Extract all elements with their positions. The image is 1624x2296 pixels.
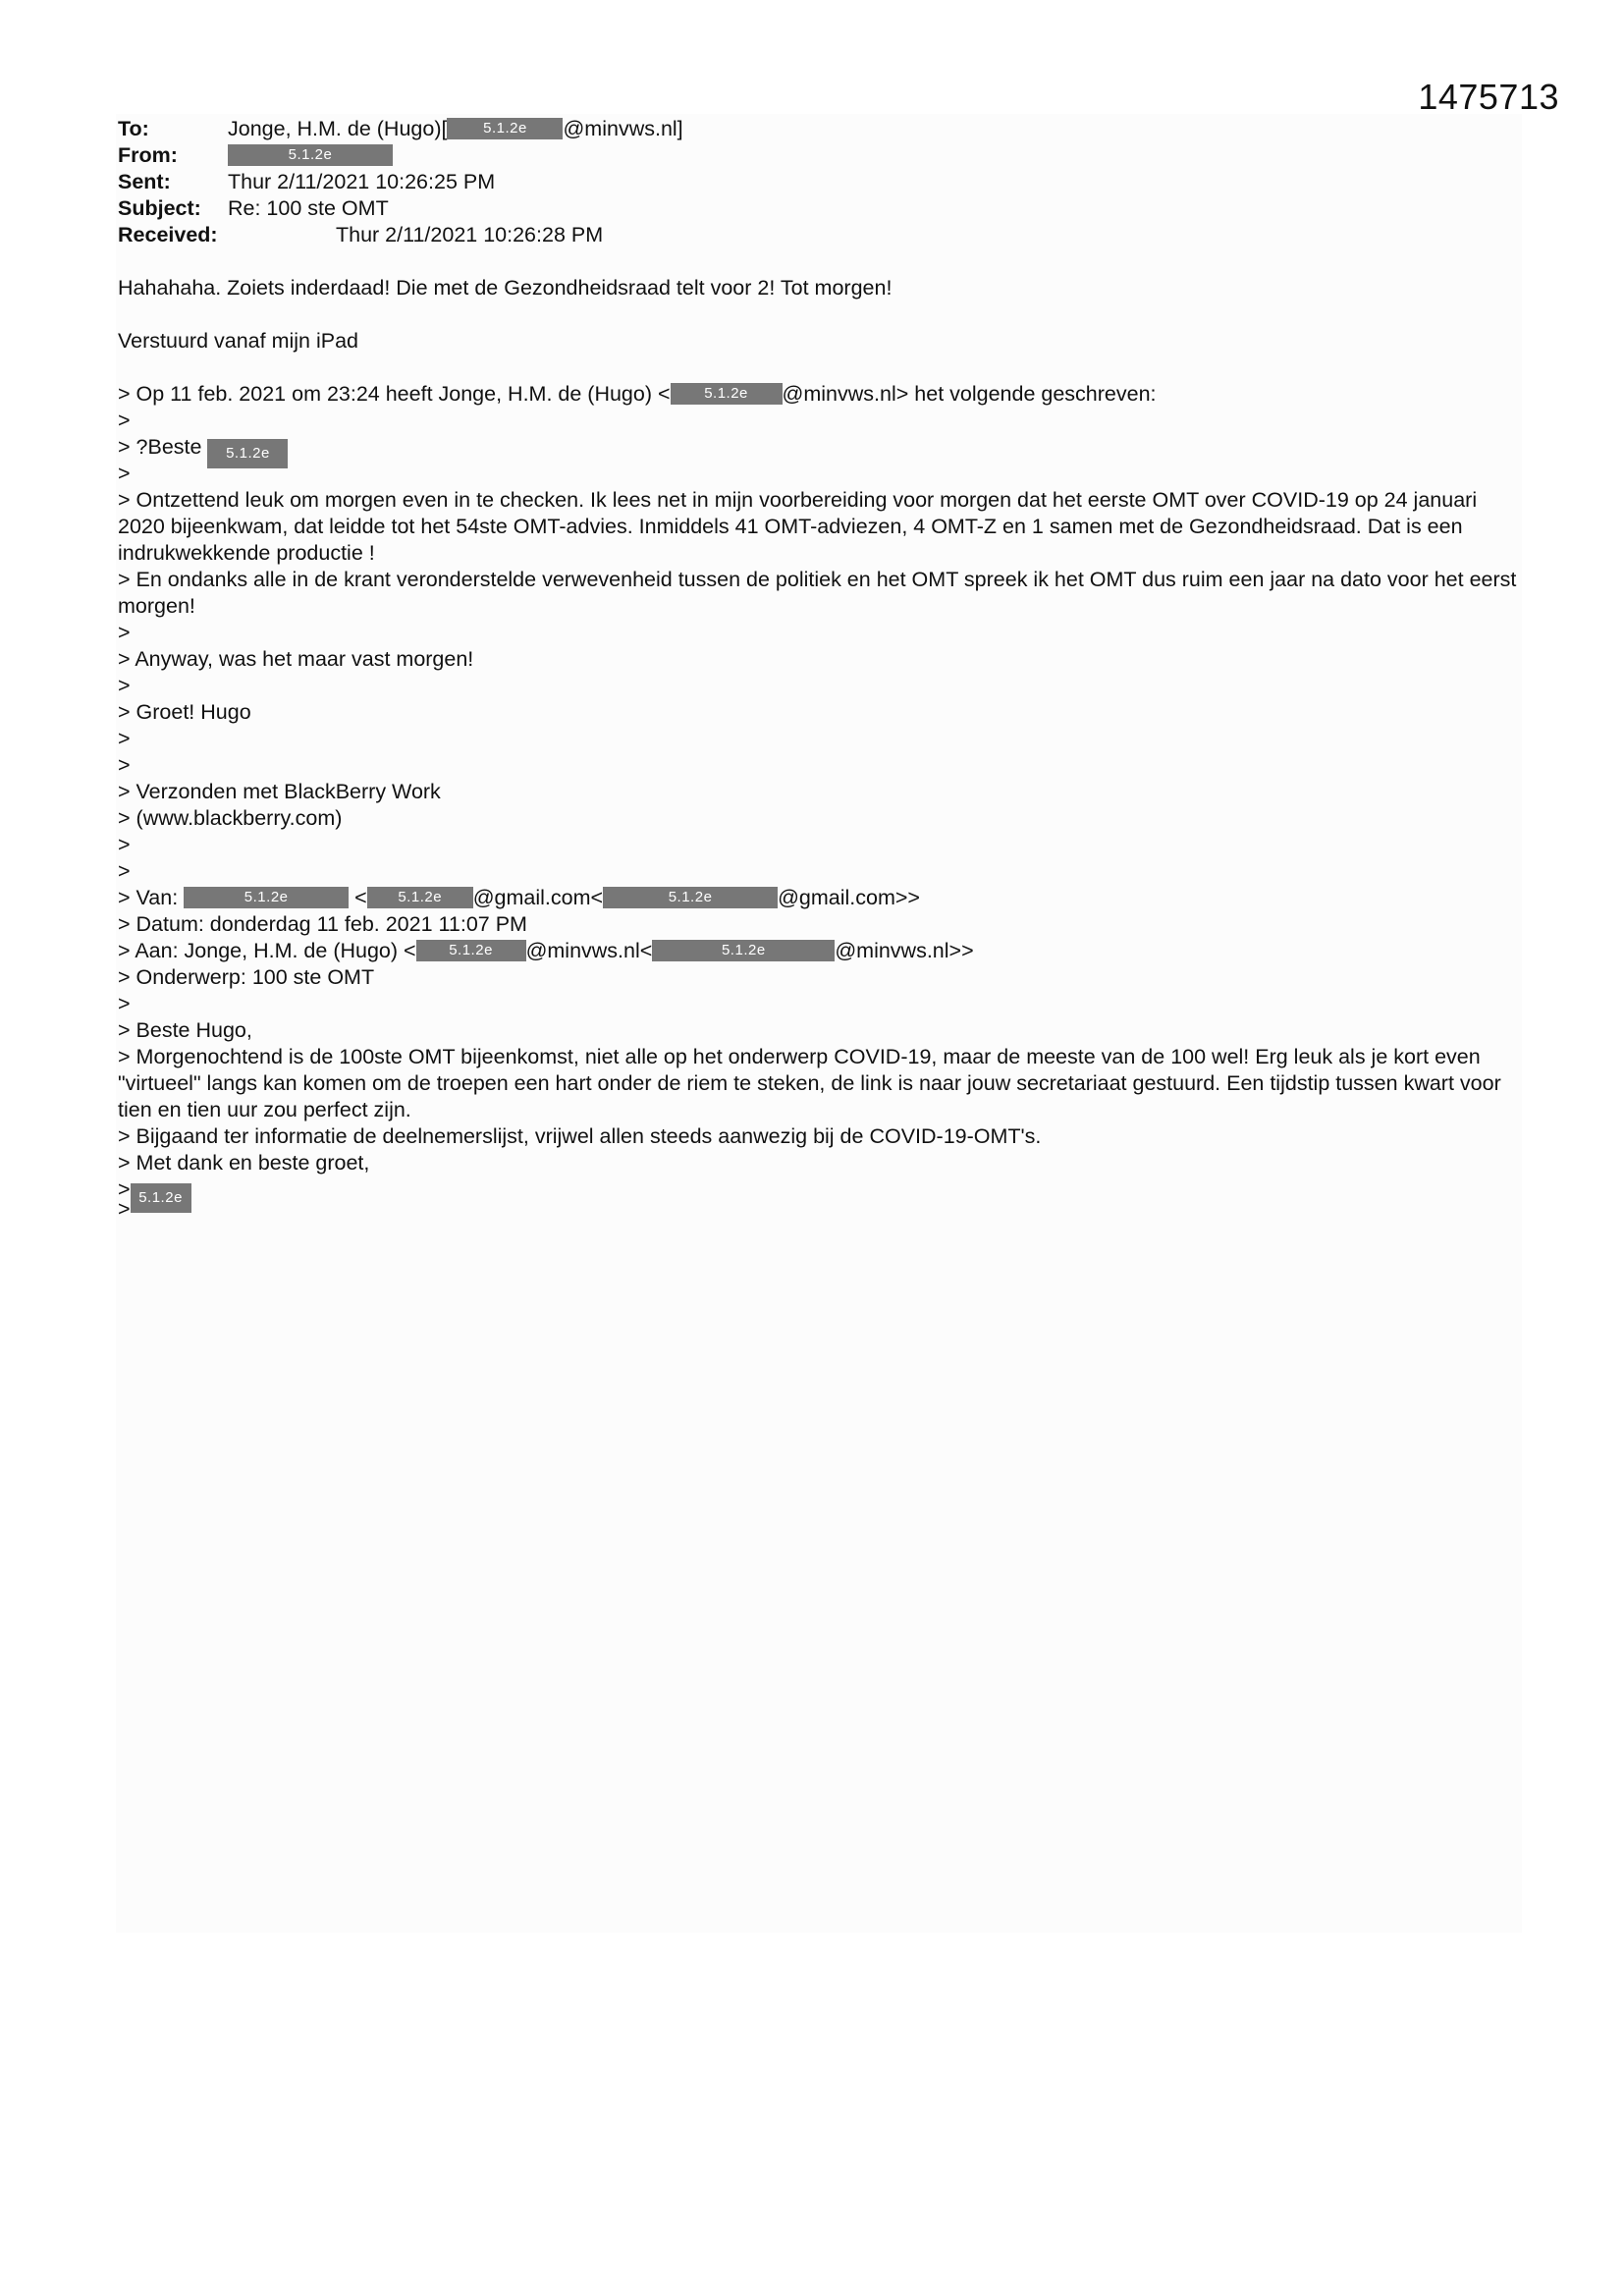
quote-marker: > xyxy=(118,674,131,697)
quote-marker: > xyxy=(118,1197,131,1221)
quote-paragraph-3: > Morgenochtend is de 100ste OMT bijeenkomst, niet alle op het onderwerp COVID-19, maar de meeste van de 100 wel! Erg leuk als je kort even "virtueel" langs kan komen om de troepen een hart onder de riem te steken, de link is naar jouw secretariaat gestuurd. Een tijdstip tussen kwart voor tien en tien uur zou perfect zijn. xyxy=(118,1045,1501,1121)
quote-met-dank: > Met dank en beste groet, xyxy=(118,1151,370,1175)
to-label: To: xyxy=(118,117,149,140)
quote-signoff: > Groet! Hugo xyxy=(118,700,251,724)
from-label: From: xyxy=(118,143,178,167)
redaction-box: 5.1.2e xyxy=(416,940,526,961)
redaction-box: 5.1.2e xyxy=(228,144,393,166)
received-label: Received: xyxy=(118,223,218,246)
quote-onderwerp: > Onderwerp: 100 ste OMT xyxy=(118,965,375,989)
quote-beste-hugo: > Beste Hugo, xyxy=(118,1018,252,1042)
quote-marker: > xyxy=(118,462,131,485)
quote-bijgaand: > Bijgaand ter informatie de deelnemerslijst, vrijwel allen steeds aanwezig bij de COVID-19-OMT's. xyxy=(118,1124,1042,1148)
redaction-box: 5.1.2e xyxy=(207,439,288,468)
sent-label: Sent: xyxy=(118,170,171,193)
redaction-box: 5.1.2e xyxy=(131,1183,191,1213)
from-value xyxy=(228,143,393,168)
quote-marker: > xyxy=(118,753,131,777)
subject-label: Subject: xyxy=(118,196,201,220)
quote-van-line xyxy=(118,885,920,911)
quote-anyway: > Anyway, was het maar vast morgen! xyxy=(118,647,474,671)
quote-marker: > xyxy=(118,409,131,432)
van-label: > Van: xyxy=(118,886,179,909)
quote-intro-text: > Op 11 feb. 2021 om 23:24 heeft Jonge, H.M. de (Hugo) < xyxy=(118,382,671,406)
document-number: 1475713 xyxy=(1418,77,1559,117)
reply-line-2: Verstuurd vanaf mijn iPad xyxy=(118,329,358,353)
quote-marker: > xyxy=(118,621,131,644)
quote-marker: > xyxy=(118,833,131,856)
quote-aan-line xyxy=(118,938,974,964)
aan-email-2: @minvws.nl>> xyxy=(835,939,974,962)
quote-paragraph-1: > Ontzettend leuk om morgen even in te checken. Ik lees net in mijn voorbereiding voor morgen dat het eerste OMT over COVID-19 op 24 januari 2020 bijeenkwam, dat leidde tot het 54ste OMT-advies. Inmiddels 41 OMT-adviezen, 4 OMT-Z en 1 samen met de Gezondheidsraad. Dat is een indrukwekkende productie ! xyxy=(118,488,1478,565)
quote-marker: > xyxy=(118,992,131,1015)
redaction-box: 5.1.2e xyxy=(184,887,349,908)
blackberry-line-2: > (www.blackberry.com) xyxy=(118,806,343,830)
quote-intro xyxy=(118,381,1157,408)
quote-marker: > xyxy=(118,1177,131,1201)
subject-value: Re: 100 ste OMT xyxy=(228,196,389,220)
sent-value: Thur 2/11/2021 10:26:25 PM xyxy=(228,170,496,193)
to-name: Jonge, H.M. de (Hugo)[ xyxy=(228,117,448,140)
quote-paragraph-2: > En ondanks alle in de krant veronderstelde verwevenheid tussen de politiek en het OMT spreek ik het OMT dus ruim een jaar na dato voor het eerst morgen! xyxy=(118,568,1517,618)
redaction-box: 5.1.2e xyxy=(603,887,778,908)
redaction-box: 5.1.2e xyxy=(652,940,835,961)
redaction-box: 5.1.2e xyxy=(671,383,783,405)
aan-email-1: @minvws.nl< xyxy=(525,939,653,962)
redaction-box: 5.1.2e xyxy=(367,887,473,908)
blackberry-line-1: > Verzonden met BlackBerry Work xyxy=(118,780,441,803)
van-email-1: @gmail.com< xyxy=(472,886,604,909)
quote-datum: > Datum: donderdag 11 feb. 2021 11:07 PM xyxy=(118,912,527,936)
quote-marker: > xyxy=(118,859,131,883)
to-domain: @minvws.nl] xyxy=(563,117,683,140)
reply-line-1: Hahahaha. Zoiets inderdaad! Die met de Gezondheidsraad telt voor 2! Tot morgen! xyxy=(118,276,893,300)
quote-intro-text-end: @minvws.nl> het volgende geschreven: xyxy=(782,382,1157,406)
to-value xyxy=(228,117,683,141)
greeting-text: > ?Beste xyxy=(118,435,202,459)
redaction-box: 5.1.2e xyxy=(447,118,563,139)
aan-label: > Aan: Jonge, H.M. de (Hugo) < xyxy=(118,939,416,962)
van-email-2: @gmail.com>> xyxy=(778,886,920,909)
van-bracket: < xyxy=(354,886,367,909)
received-value: Thur 2/11/2021 10:26:28 PM xyxy=(336,223,604,246)
quote-marker: > xyxy=(118,727,131,750)
quote-greeting xyxy=(118,434,288,468)
